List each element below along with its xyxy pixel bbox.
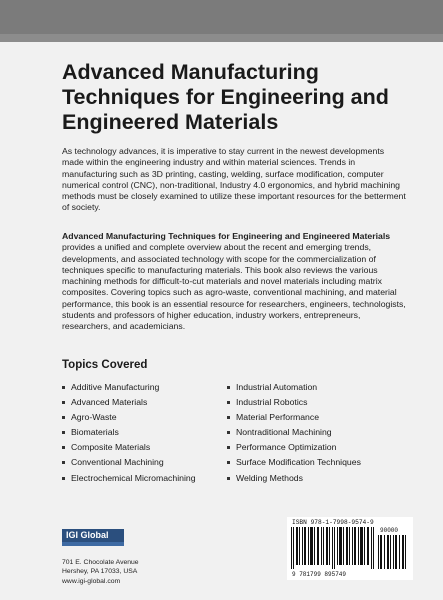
topic-item: Material Performance — [227, 410, 361, 425]
topic-item: Industrial Automation — [227, 380, 361, 395]
topic-item: Surface Modification Techniques — [227, 455, 361, 470]
description-paragraph-1: As technology advances, it is imperative to stay current in the newest developments made within the engineering industry and within material sciences. Trends in manufacturing such as 3D printing, casting, welding, surface modification, computer numerical control (CNC), non-traditional, Industry 4.0 ergonomics, and hybrid machining methods must be closely examined to utilize these important resources for the betterment of society. — [62, 146, 406, 213]
topic-item: Welding Methods — [227, 471, 361, 486]
topic-item: Composite Materials — [62, 440, 196, 455]
topics-list-left — [62, 380, 196, 486]
barcode-supplement-number: 90000 — [380, 527, 399, 534]
topic-item: Additive Manufacturing — [62, 380, 196, 395]
topics-heading: Topics Covered — [62, 359, 148, 371]
publisher-address — [62, 558, 139, 586]
topics-list-right — [227, 380, 361, 486]
description-paragraph-2 — [62, 231, 407, 333]
barcode-number: 9 781799 895749 — [292, 571, 347, 578]
publisher-logo-text: IGI Global — [66, 530, 109, 540]
address-line-1: 701 E. Chocolate Avenue — [62, 559, 139, 566]
topic-item: Performance Optimization — [227, 440, 361, 455]
barcode-bars — [291, 527, 375, 569]
description-body: provides a unified and complete overview about the recent and emerging trends, developments, and associated technology with scope for the commercialization of techniques specific to manufacturing materials. This book also reviews the various machining methods for difficult-to-cut materials and novel materials including matrix composites. Covering topics such as agro-waste, conventional machining, and material performance, this book is an essential resource for researchers, engineers, technologists, students and professors of higher education, industry workers, entrepreneurs, researchers, and academicians. — [62, 242, 406, 332]
address-line-2: Hershey, PA 17033, USA — [62, 568, 138, 576]
topic-item: Conventional Machining — [62, 455, 196, 470]
isbn-text: ISBN 978-1-7998-9574-9 — [292, 519, 374, 526]
book-title: Advanced Manufacturing Techniques for Engineering and Engineered Materials — [62, 60, 389, 134]
topic-item: Electrochemical Micromachining — [62, 471, 196, 486]
topic-item: Industrial Robotics — [227, 395, 361, 410]
isbn-barcode — [287, 517, 413, 580]
top-band-stripe — [0, 34, 443, 42]
topic-item: Nontraditional Machining — [227, 425, 361, 440]
topic-item: Agro-Waste — [62, 410, 196, 425]
publisher-website: www.igi-global.com — [62, 577, 121, 585]
description-bold-title: Advanced Manufacturing Techniques for Engineering and Engineered Materials — [62, 231, 391, 241]
topic-item: Advanced Materials — [62, 395, 196, 410]
publisher-logo-stripe — [62, 542, 124, 546]
top-color-band — [0, 0, 443, 42]
topic-item: Biomaterials — [62, 425, 196, 440]
publisher-logo — [62, 529, 124, 546]
barcode-supplement-bars — [376, 527, 408, 569]
